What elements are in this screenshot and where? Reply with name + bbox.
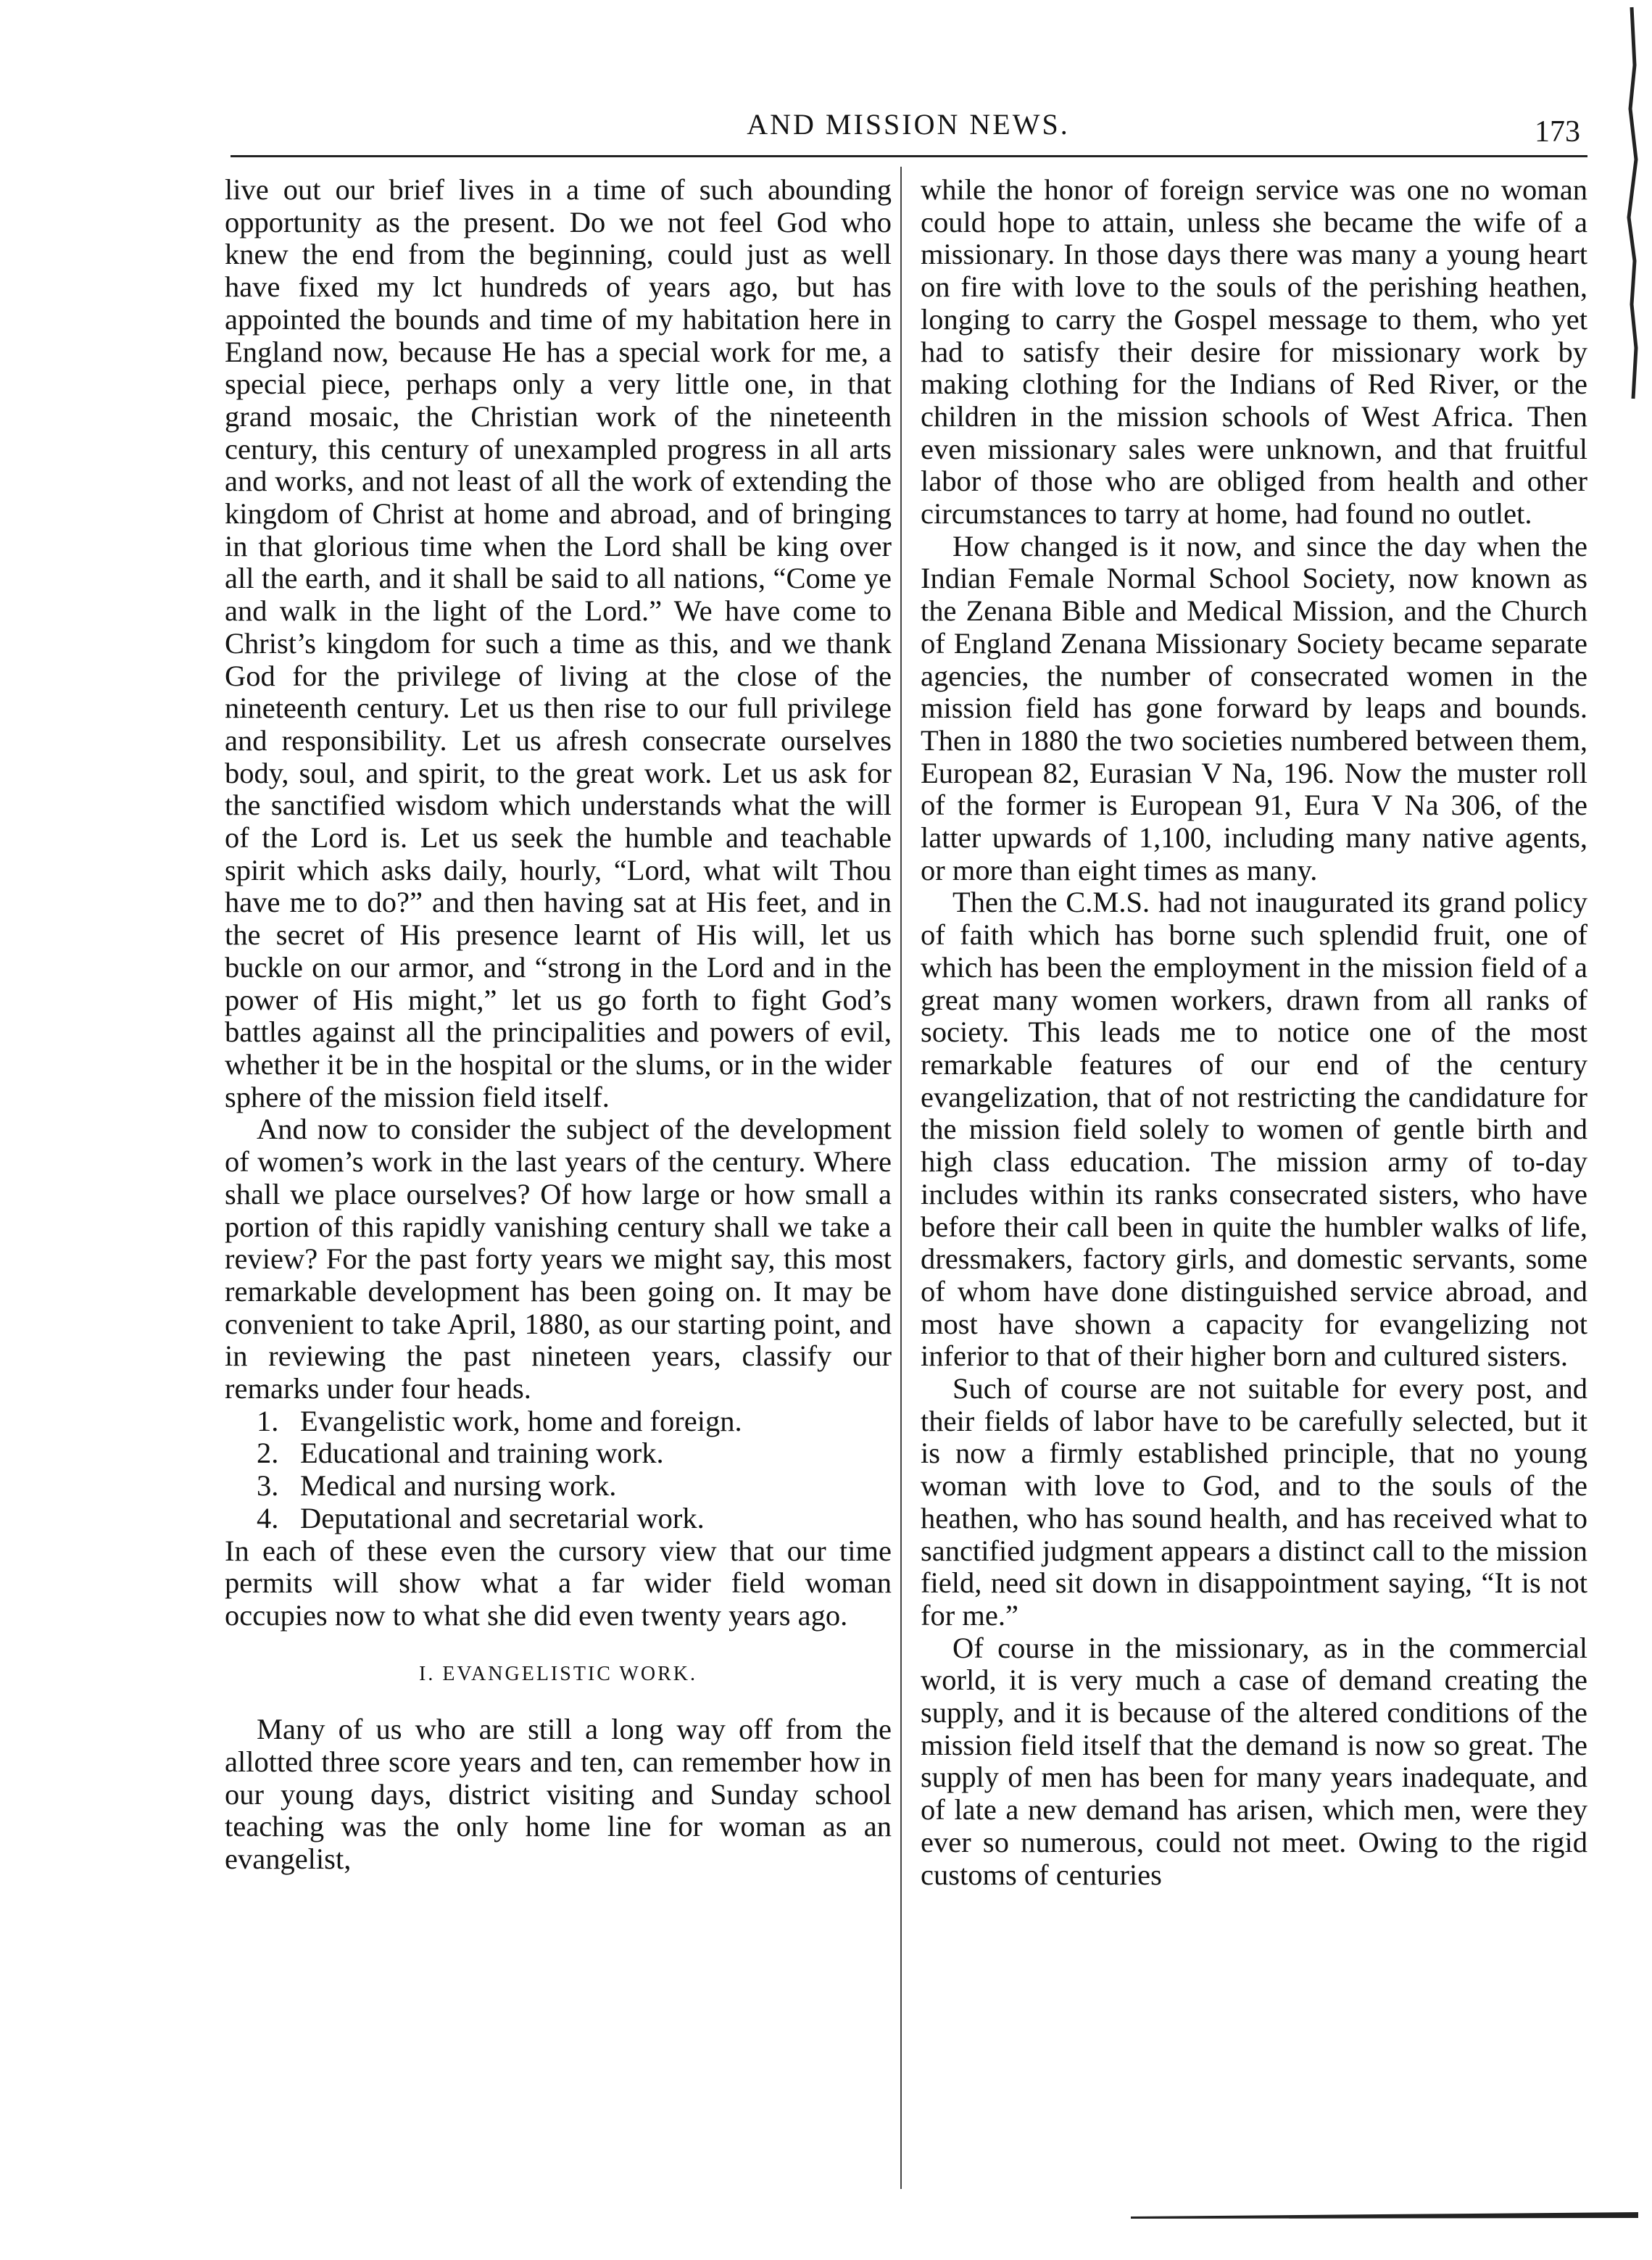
list-number: 1. [257, 1404, 279, 1437]
paragraph: Then the C.M.S. had not inaugurated its grand policy of faith which has borne such splendid fruit, one of which has been the employment in the mission field of a great many women workers, drawn from all ranks of society. This leads me to notice one of the most remarkable features of our end of the century evangelization, that of not restricting the candidature for the mission field solely to women of gentle birth and high class education. The mission army of to-day includes within its ranks consecrated sisters, who have before their call been in quite the humbler walks of life, dressmakers, factory girls, and domestic servants, some of whom have done distinguished service abroad, and most have shown a capacity for evangelizing not inferior to that of their higher born and cultured sisters. [921, 886, 1587, 1373]
running-head: AND MISSION NEWS. [747, 108, 1070, 141]
paragraph: And now to consider the subject of the development of women’s work in the last years of the century. Where shall we place ourselves? Of how large or how small a portion of this rapidly vanishing century shall we take a review? For the past forty years we might say, this most remarkable development has been going on. It may be convenient to take April, 1880, as our starting point, and in reviewing the past nineteen years, classify our remarks under four heads. [225, 1113, 892, 1405]
bottom-edge-mark [1131, 2209, 1638, 2219]
list-text: Medical and nursing work. [300, 1469, 617, 1503]
paragraph: Of course in the missionary, as in the commercial world, it is very much a case of demand creating the supply, and it is because of the altered conditions of the mission field itself that the demand is now so great. The supply of men has been for many years inadequate, and of late a new demand has arisen, which men, were they ever so numerous, could not meet. Owing to the rigid customs of centuries [921, 1631, 1587, 1891]
column-divider [900, 167, 902, 2189]
list-text: Deputational and secretarial work. [300, 1501, 705, 1534]
page-header [231, 107, 1586, 155]
list-text: Evangelistic work, home and foreign. [300, 1404, 742, 1437]
list-item [225, 1470, 892, 1503]
header-rule [231, 155, 1587, 157]
list-number: 2. [257, 1437, 279, 1470]
list-item [225, 1503, 892, 1535]
list-text: Educational and training work. [300, 1437, 664, 1470]
paragraph: Many of us who are still a long way off from the allotted three score years and ten, can remember how in our young days, district visiting and Sunday school teaching was the only home line for woman as an evangelist, [225, 1713, 892, 1876]
section-heading: I. EVANGELISTIC WORK. [419, 1662, 697, 1685]
page-number: 173 [1535, 115, 1580, 149]
right-column [921, 174, 1587, 1891]
paragraph: In each of these even the cursory view that our time permits will show what a far wider field woman occupies now to what she did even twenty years ago. [225, 1534, 892, 1632]
paragraph: Such of course are not suitable for every post, and their fields of labor have to be carefully selected, but it is now a firmly established principle, that no young woman with love to God, and to the souls of the heathen, who has sound health, and has received what to sanctified judgment appears a distinct call to the mission field, need sit down in disappointment saying, “It is not for me.” [921, 1372, 1587, 1632]
list-number: 3. [257, 1469, 279, 1503]
list-number: 4. [257, 1501, 279, 1534]
page-edge-mark [1619, 0, 1645, 406]
left-column [225, 174, 892, 1876]
paragraph: How changed is it now, and since the day when the Indian Female Normal School Society, now known as the Zenana Bible and Medical Mission, and the Church of England Zenana Missionary Society became separate agencies, the number of consecrated women in the mission field has gone forward by leaps and bounds. Then in 1880 the two societies numbered between them, European 82, Eurasian V Na, 196. Now the muster roll of the former is European 91, Eura V Na 306, of the latter upwards of 1,100, including many native agents, or more than eight times as many. [921, 529, 1587, 886]
list-item [225, 1437, 892, 1470]
paragraph: live out our brief lives in a time of such abounding opportunity as the present. Do we not feel God who knew the end from the beginning, could just as well have fixed my lct hundreds of years ago, but has appointed the bounds and time of my habitation here in England now, because He has a special work for me, a special piece, perhaps only a very little one, in that grand mosaic, the Christian work of the nineteenth century, this century of unexampled progress in all arts and works, and not least of all the work of extending the kingdom of Christ at home and abroad, and of bringing in that glorious time when the Lord shall be king over all the earth, and it shall be said to all nations, “Come ye and walk in the light of the Lord.” We have come to Christ’s kingdom for such a time as this, and we thank God for the privilege of living at the close of the nineteenth century. Let us then rise to our full privilege and responsibility. Let us afresh consecrate ourselves body, soul, and spirit, to the great work. Let us ask for the sanctified wisdom which understands what the will of the Lord is. Let us seek the humble and teachable spirit which asks daily, hourly, “Lord, what wilt Thou have me to do?” and then having sat at His feet, and in the secret of His presence learnt of His will, let us buckle on our armor, and “strong in the Lord and in the power of His might,” let us go forth to fight God’s battles against all the principalities and powers of evil, whether it be in the hospital or the slums, or in the wider sphere of the mission field itself. [225, 173, 892, 1113]
list-item [225, 1405, 892, 1438]
paragraph: while the honor of foreign service was one no woman could hope to attain, unless she became the wife of a missionary. In those days there was many a young heart on fire with love to the souls of the perishing heathen, longing to carry the Gospel message to them, who yet had to satisfy their desire for missionary work by making clothing for the Indians of Red River, or the children in the mission schools of West Africa. Then even missionary sales were unknown, and that fruitful labor of those who are obliged from health and other circumstances to tarry at home, had found no outlet. [921, 173, 1587, 531]
heads-list [225, 1405, 892, 1535]
